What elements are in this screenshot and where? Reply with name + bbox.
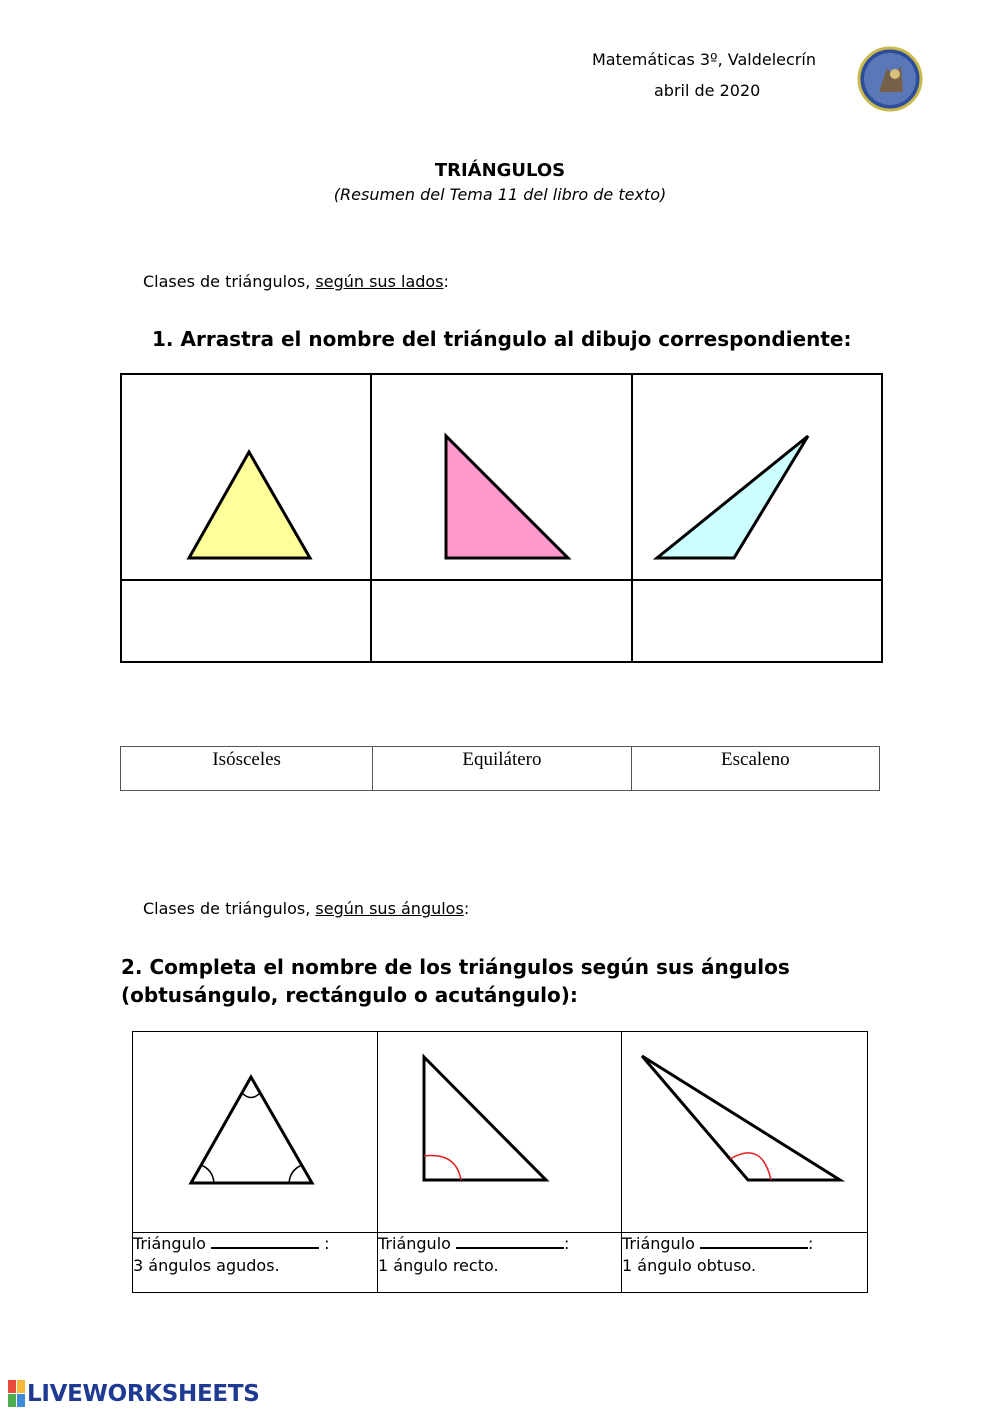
caption-2-sep: : <box>564 1234 570 1253</box>
question-2-line2: (obtusángulo, rectángulo o acutángulo): <box>121 983 578 1007</box>
drop-zone-3[interactable] <box>632 580 882 662</box>
page-subtitle: (Resumen del Tema 11 del libro de texto) <box>333 185 667 204</box>
isosceles-right-triangle <box>372 375 631 575</box>
drop-zone-1[interactable] <box>121 580 371 662</box>
caption-3-sep: : <box>808 1234 814 1253</box>
caption-1-desc: 3 ángulos agudos. <box>133 1256 280 1275</box>
answer-blank-3[interactable] <box>700 1233 808 1249</box>
right-triangle <box>378 1032 621 1228</box>
caption-3-desc: 1 ángulo obtuso. <box>622 1256 757 1275</box>
question-2-line1: 2. Completa el nombre de los triángulos según sus ángulos <box>121 955 790 979</box>
word-isosceles[interactable]: Isósceles <box>121 747 373 791</box>
school-logo <box>857 46 923 112</box>
liveworksheets-brand[interactable] <box>8 1380 259 1407</box>
section1-underlined: según sus lados <box>315 272 444 291</box>
answer-blank-2[interactable] <box>456 1233 564 1249</box>
caption-3-label: Triángulo <box>622 1234 695 1253</box>
word-equilateral[interactable]: Equilátero <box>373 747 631 791</box>
triangle-cell-3 <box>632 374 882 580</box>
isosceles-right-shape <box>446 436 568 558</box>
triangle-cell-2 <box>371 374 632 580</box>
caption-3 <box>622 1233 868 1293</box>
angles-table <box>132 1031 868 1293</box>
liveworksheets-text: LIVEWORKSHEETS <box>27 1380 260 1407</box>
scalene-shape <box>657 436 808 558</box>
section1-label <box>143 272 449 291</box>
acute-arc-top <box>242 1093 260 1098</box>
caption-1 <box>133 1233 378 1293</box>
question-1 <box>152 327 852 351</box>
section2-prefix: Clases de triángulos, <box>143 899 316 918</box>
drag-table <box>120 373 883 663</box>
question-1-text: Arrastra el nombre del triángulo al dibujo correspondiente: <box>180 327 852 351</box>
drop-zone-2[interactable] <box>371 580 632 662</box>
caption-1-label: Triángulo <box>133 1234 206 1253</box>
section2-label <box>143 899 469 918</box>
word-bank <box>120 746 880 791</box>
page-title: TRIÁNGULOS <box>434 160 566 181</box>
section1-suffix: : <box>443 272 449 291</box>
acute-arc-right <box>289 1165 302 1183</box>
header-course: Matemáticas 3º, Valdelecrín <box>592 50 816 69</box>
scalene-triangle <box>633 375 881 575</box>
section2-suffix: : <box>463 899 470 918</box>
word-scalene[interactable]: Escaleno <box>631 747 879 791</box>
equilateral-shape <box>189 452 310 558</box>
right-angle-arc <box>424 1156 461 1181</box>
question-2 <box>121 953 790 1009</box>
caption-2-label: Triángulo <box>378 1234 451 1253</box>
acute-arc-left <box>201 1165 214 1183</box>
obtuse-triangle <box>622 1032 867 1228</box>
section2-underlined: según sus ángulos <box>315 899 464 918</box>
caption-2 <box>378 1233 622 1293</box>
equilateral-triangle <box>122 375 370 575</box>
angle-cell-3 <box>622 1032 868 1233</box>
header-date: abril de 2020 <box>654 81 761 100</box>
angle-cell-1 <box>133 1032 378 1233</box>
caption-1-sep: : <box>319 1234 330 1253</box>
section1-prefix: Clases de triángulos, <box>143 272 316 291</box>
triangle-cell-1 <box>121 374 371 580</box>
angle-cell-2 <box>378 1032 622 1233</box>
answer-blank-1[interactable] <box>211 1233 319 1249</box>
liveworksheets-icon <box>8 1380 25 1407</box>
question-1-number: 1. <box>152 327 174 351</box>
acute-triangle <box>133 1032 377 1228</box>
caption-2-desc: 1 ángulo recto. <box>378 1256 499 1275</box>
